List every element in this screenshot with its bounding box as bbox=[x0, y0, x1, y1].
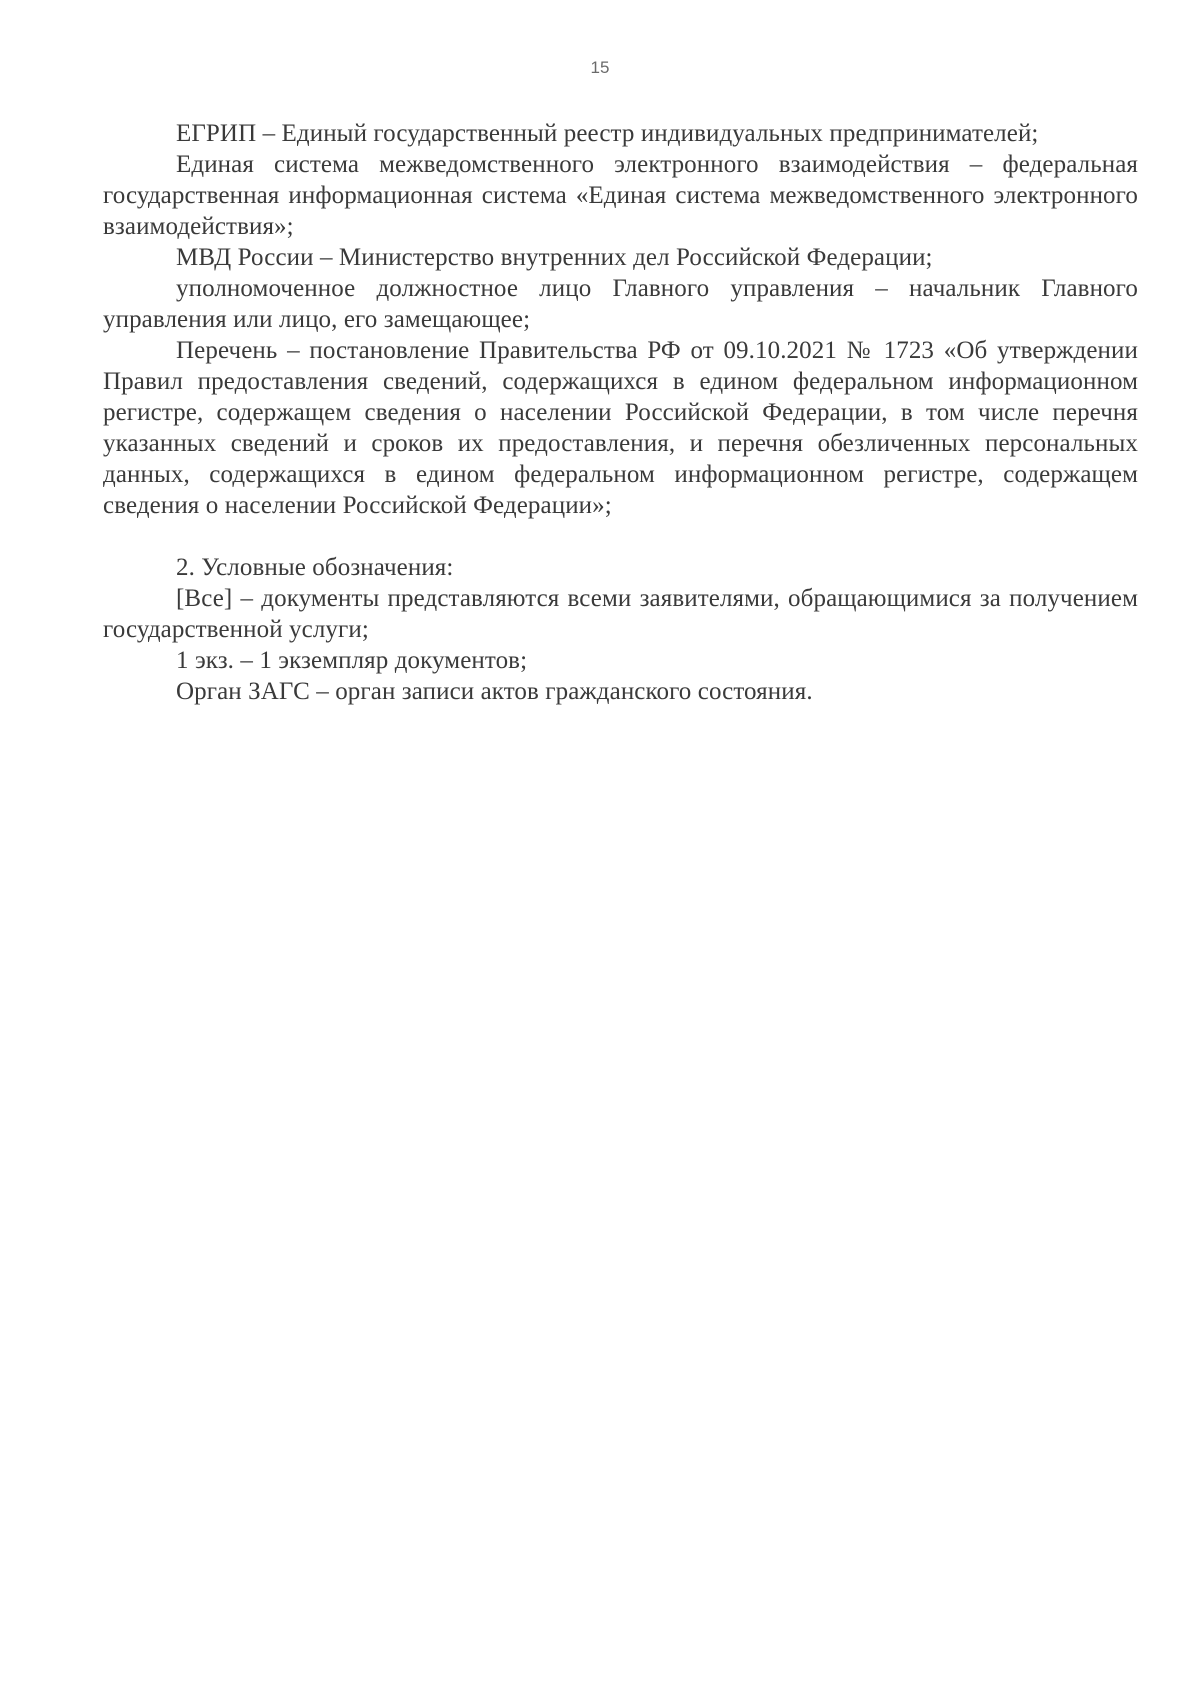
document-body bbox=[103, 118, 1138, 707]
legend-item-all: [Все] – документы представляются всеми заявителями, обращающимися за получением государственной услуги; bbox=[103, 585, 1138, 643]
legend-item-copies: 1 экз. – 1 экземпляр документов; bbox=[176, 647, 528, 674]
definition-egrip: ЕГРИП – Единый государственный реестр индивидуальных предпринимателей; bbox=[176, 120, 1039, 147]
definition-official: уполномоченное должностное лицо Главного управления – начальник Главного управления или лицо, его замещающее; bbox=[103, 275, 1138, 333]
legend-item-zags: Орган ЗАГС – орган записи актов гражданского состояния. bbox=[176, 678, 813, 705]
page-number: 15 bbox=[590, 58, 610, 77]
section-heading: 2. Условные обозначения: bbox=[176, 554, 454, 581]
definition-perechen: Перечень – постановление Правительства РФ от 09.10.2021 № 1723 «Об утверждении Правил предоставления сведений, содержащихся в едином федеральном информационном регистре, содержащем сведения о населении Российской Федерации, в том числе перечня указанных сведений и сроков их предоставления, и перечня обезличенных персональных данных, содержащихся в едином федеральном информационном регистре, содержащем сведения о населении Российской Федерации»; bbox=[103, 337, 1138, 519]
definition-smev: Единая система межведомственного электронного взаимодействия – федеральная государственная информационная система «Единая система межведомственного электронного взаимодействия»; bbox=[103, 151, 1138, 240]
definition-mvd: МВД России – Министерство внутренних дел Российской Федерации; bbox=[176, 244, 933, 271]
section-spacer bbox=[103, 521, 1138, 552]
